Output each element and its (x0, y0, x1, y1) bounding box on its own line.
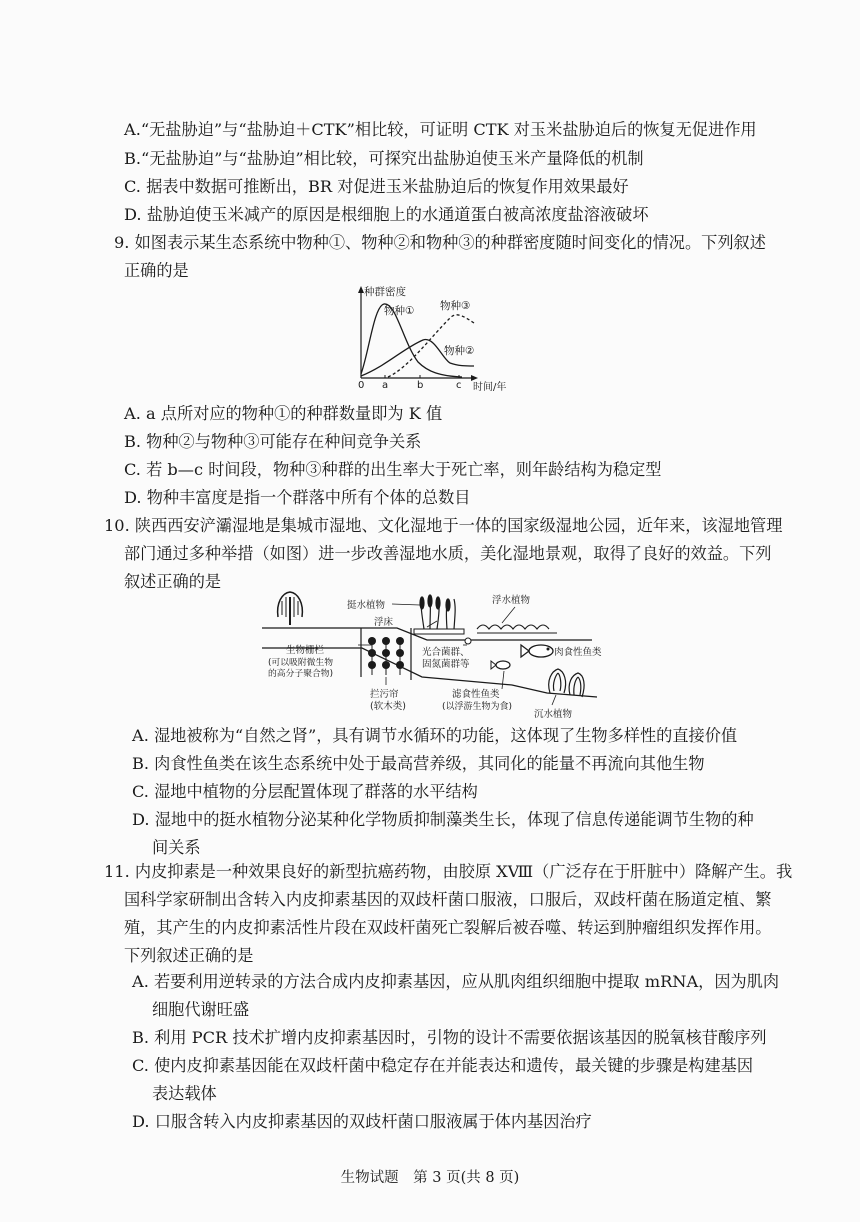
label-bio-fence-note-1: (可以吸附微生物 (268, 658, 334, 668)
q8-option-d: D. 盐胁迫使玉米减产的原因是根细胞上的水通道蛋白被高浓度盐溶液破坏 (124, 205, 649, 224)
q10-option-a: A. 湿地被称为“自然之肾”，具有调节水循环的功能，这体现了生物多样性的直接价值 (132, 726, 738, 745)
q10-option-d: D. 湿地中的挺水植物分泌某种化学物质抑制藻类生长，体现了信息传递能调节生物的种 (132, 810, 754, 829)
x-tick-a: a (382, 380, 389, 391)
float-bed-icon (414, 629, 464, 634)
q11-stem-cont-1: 国科学家研制出含转入内皮抑素基因的双歧杆菌口服液，口服后，双歧杆菌在肠道定植、繁 (124, 890, 772, 909)
label-filter-fish-note: (以浮游生物为食) (442, 702, 513, 712)
q9-option-b: B. 物种②与物种③可能存在种间竞争关系 (124, 432, 422, 451)
q9-stem-cont: 正确的是 (124, 261, 189, 280)
submerged-plant-icon (549, 669, 584, 697)
q9-option-d: D. 物种丰富度是指一个群落中所有个体的总数目 (124, 488, 471, 507)
label-bacteria-1: 光合菌群、 (422, 647, 470, 658)
q11-option-c-cont: 表达载体 (152, 1084, 217, 1103)
q11-stem-cont-3: 下列叙述正确的是 (124, 946, 254, 965)
legend-species-3: 物种③ (440, 300, 471, 312)
x-tick-b: b (417, 380, 424, 391)
willow-tree-icon (278, 592, 303, 625)
wetland-diagram (262, 585, 607, 725)
x-axis-label: 时间/年 (473, 382, 507, 393)
bacteria-icon (465, 638, 471, 644)
label-filter-fish: 滤食性鱼类 (452, 689, 500, 700)
label-carnivorous-fish: 肉食性鱼类 (554, 647, 602, 658)
label-bio-fence: 生物栅栏 (286, 645, 325, 656)
label-bio-fence-note-2: 的高分子聚合物) (268, 669, 334, 679)
bio-fence-icon (361, 628, 411, 680)
legend-species-2: 物种② (444, 345, 475, 357)
q11-option-a: A. 若要利用逆转录的方法合成内皮抑素基因，应从肌肉组织细胞中提取 mRNA，因为肌肉 (132, 972, 780, 991)
y-axis-label: 种群密度 (364, 286, 406, 298)
q8-option-a: A.“无盐胁迫”与“盐胁迫＋CTK”相比较，可证明 CTK 对玉米盐胁迫后的恢复无促进作用 (124, 120, 757, 139)
legend-species-1: 物种① (384, 305, 415, 317)
q9-option-c: C. 若 b—c 时间段，物种③种群的出生率大于死亡率，则年龄结构为稳定型 (124, 460, 662, 479)
q11-option-d: D. 口服含转入内皮抑素基因的双歧杆菌口服液属于体内基因治疗 (132, 1112, 592, 1131)
q11-option-a-cont: 细胞代谢旺盛 (152, 1000, 250, 1019)
page-footer: 生物试题 第 3 页(共 8 页) (340, 1170, 520, 1186)
q11-stem-cont-2: 殖，其产生的内皮抑素活性片段在双歧杆菌死亡裂解后被吞噬、转运到肿瘤组织发挥作用。 (124, 918, 772, 937)
q10-stem-cont-1: 部门通过多种举措（如图）进一步改善湿地水质，美化湿地景观，取得了良好的效益。下列 (124, 544, 772, 563)
x-tick-0: 0 (358, 380, 365, 391)
floating-plant-icon (477, 625, 557, 633)
label-bacteria-2: 固氮菌群等 (422, 659, 470, 670)
q11-option-c: C. 使内皮抑素基因能在双歧杆菌中稳定存在并能表达和遗传，最关键的步骤是构建基因 (132, 1056, 754, 1075)
emergent-plant-icon (420, 595, 455, 629)
q11-option-b: B. 利用 PCR 技术扩增内皮抑素基因时，引物的设计不需要依据该基因的脱氧核苷酸序列 (132, 1028, 767, 1047)
q10-stem-cont-2: 叙述正确的是 (124, 572, 222, 591)
q10-option-b: B. 肉食性鱼类在该生态系统中处于最高营养级，其同化的能量不再流向其他生物 (132, 754, 705, 773)
label-floating-plant: 浮水植物 (492, 595, 531, 606)
label-trash-curtain-note: (软木类) (370, 701, 406, 712)
population-density-chart (348, 282, 528, 394)
q9-option-a: A. a 点所对应的物种①的种群数量即为 K 值 (124, 404, 443, 423)
label-float-bed: 浮床 (374, 617, 394, 628)
q9-stem: 9. 如图表示某生态系统中物种①、物种②和物种③的种群密度随时间变化的情况。下列叙述 (114, 233, 766, 252)
label-trash-curtain: 拦污帘 (370, 689, 399, 700)
q10-option-c: C. 湿地中植物的分层配置体现了群落的水平结构 (132, 782, 478, 801)
q10-option-d-cont: 间关系 (152, 838, 201, 857)
carnivorous-fish-icon (521, 645, 553, 657)
q11-stem: 11. 内皮抑素是一种效果良好的新型抗癌药物，由胶原 XⅧ（广泛存在于肝脏中）降解产生。我 (104, 862, 793, 881)
label-emergent-plant: 挺水植物 (347, 600, 386, 611)
q8-option-b: B.“无盐胁迫”与“盐胁迫”相比较，可探究出盐胁迫使玉米产量降低的机制 (124, 149, 644, 168)
x-tick-c: c (456, 380, 462, 391)
q10-stem: 10. 陕西西安浐灞湿地是集城市湿地、文化湿地于一体的国家级湿地公园，近年来，该湿地管理 (104, 516, 783, 535)
filter-feeding-fish-icon (491, 661, 510, 669)
label-submerged-plant: 沉水植物 (534, 709, 573, 720)
x-axis-arrow (471, 375, 478, 381)
q8-option-c: C. 据表中数据可推断出，BR 对促进玉米盐胁迫后的恢复作用效果最好 (124, 177, 629, 196)
